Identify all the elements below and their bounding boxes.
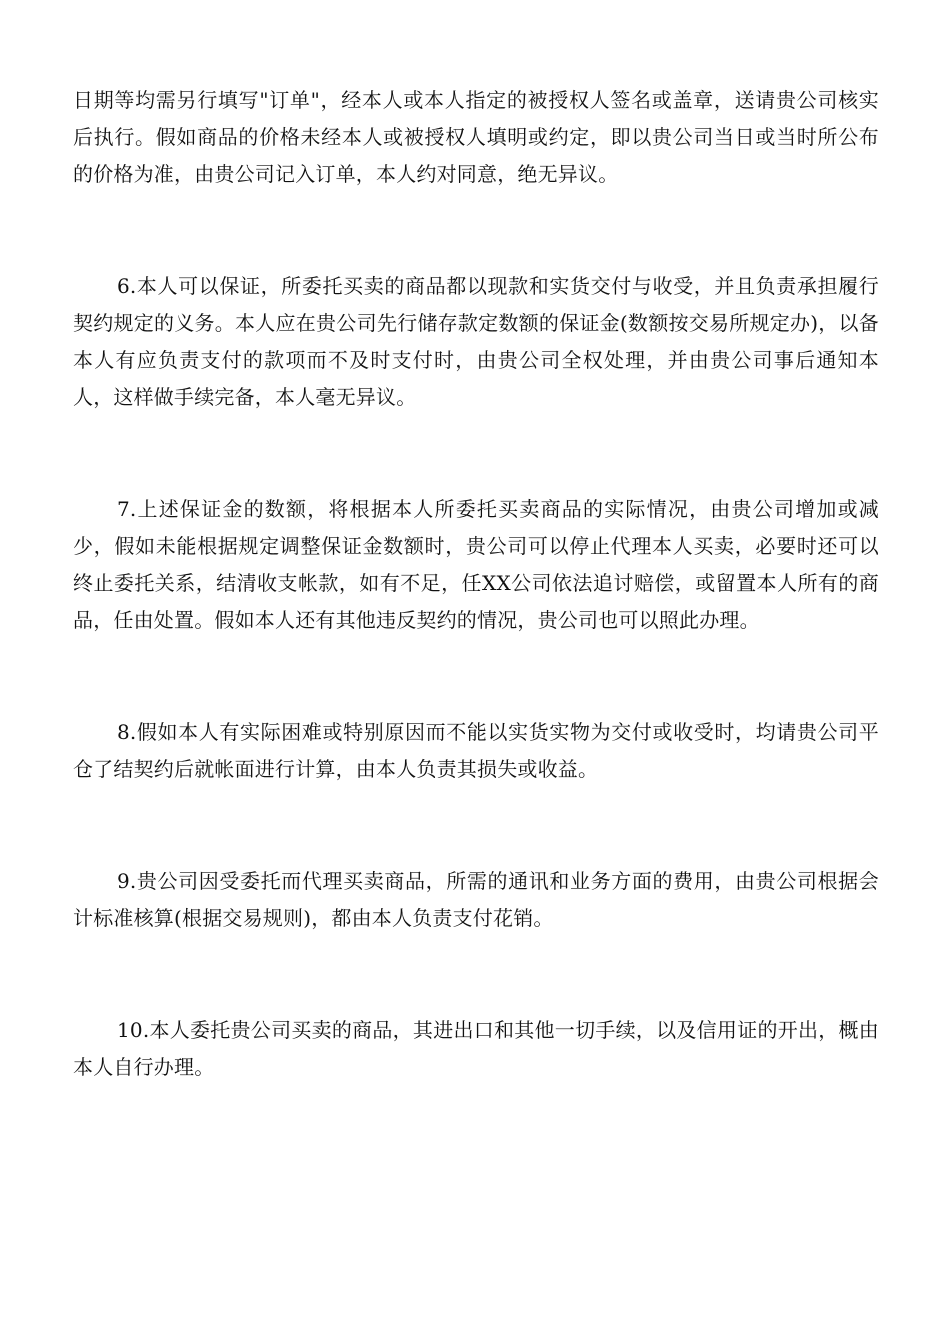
paragraph-8: 8.假如本人有实际困难或特别原因而不能以实货实物为交付或收受时，均请贵公司平仓了结契约后就帐面进行计算，由本人负责其损失或收益。 (73, 720, 879, 781)
paragraph-5-continuation: 日期等均需另行填写"订单"，经本人或本人指定的被授权人签名或盖章，送请贵公司核实后执行。假如商品的价格未经本人或被授权人填明或约定，即以贵公司当日或当时所公布的价格为准，由贵公司记入订单，本人约对同意，绝无异议。 (73, 88, 879, 186)
paragraph-gap (73, 416, 879, 491)
paragraph-gap (73, 639, 879, 714)
paragraph-gap (73, 193, 879, 268)
paragraph-gap (73, 937, 879, 1012)
document-page (73, 82, 879, 1086)
paragraph-9: 9.贵公司因受委托而代理买卖商品，所需的通讯和业务方面的费用，由贵公司根据会计标准核算(根据交易规则)，都由本人负责支付花销。 (73, 869, 879, 930)
paragraph-7: 7.上述保证金的数额，将根据本人所委托买卖商品的实际情况，由贵公司增加或减少，假如未能根据规定调整保证金数额时，贵公司可以停止代理本人买卖，必要时还可以终止委托关系，结清收支帐款，如有不足，任XX公司依法追讨赔偿，或留置本人所有的商品，任由处置。假如本人还有其他违反契约的情况，贵公司也可以照此办理。 (73, 497, 879, 632)
paragraph-6: 6.本人可以保证，所委托买卖的商品都以现款和实货交付与收受，并且负责承担履行契约规定的义务。本人应在贵公司先行储存款定数额的保证金(数额按交易所规定办)，以备本人有应负责支付的款项而不及时支付时，由贵公司全权处理，并由贵公司事后通知本人，这样做手续完备，本人毫无异议。 (73, 274, 879, 409)
paragraph-10: 10.本人委托贵公司买卖的商品，其进出口和其他一切手续，以及信用证的开出，概由本人自行办理。 (73, 1018, 879, 1079)
paragraph-gap (73, 788, 879, 863)
